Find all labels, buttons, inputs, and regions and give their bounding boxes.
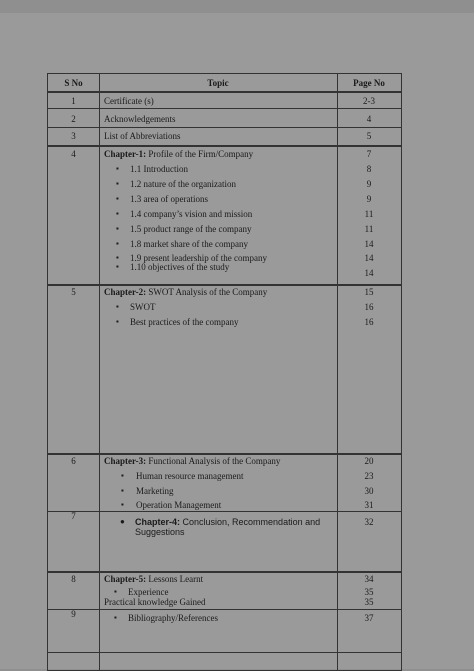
header-topic: Topic [207, 78, 229, 88]
row-sno: 3 [71, 131, 76, 141]
row-sno: 2 [71, 114, 76, 124]
row-page: 5 [366, 131, 372, 141]
list-item-page: 23 [364, 471, 374, 481]
list-item: 1.2 nature of the organization [130, 179, 237, 189]
row-sno: 8 [71, 574, 76, 584]
list-item: Marketing [136, 486, 174, 496]
chapter-name: Profile of the Firm/Company [146, 149, 254, 159]
row-title: Acknowledgements [104, 114, 176, 124]
list-item-page: 30 [364, 486, 374, 496]
row-divider [48, 652, 401, 653]
list-item-page: 31 [364, 500, 374, 510]
row-sno: 5 [71, 287, 76, 297]
list-item: 1.5 product range of the company [130, 224, 252, 234]
bullet-icon: ▪ [114, 613, 117, 622]
list-item-page: 9 [366, 179, 372, 189]
list-item-page: 16 [364, 302, 374, 312]
bullet-icon: ▪ [116, 239, 119, 248]
row-title: Certificate (s) [104, 96, 154, 106]
row-divider [48, 511, 401, 512]
row-divider [48, 127, 401, 128]
document-page [0, 13, 474, 669]
bullet-icon: ▪ [116, 302, 119, 311]
row-sno: 7 [71, 511, 76, 521]
row-page: 7 [366, 149, 372, 159]
row-page: 4 [366, 114, 372, 124]
bullet-icon: ▪ [121, 471, 124, 480]
list-item: 1.4 company’s vision and mission [130, 209, 253, 219]
chapter-name: SWOT Analysis of the Company [146, 287, 268, 297]
chapter-name: Lessons Learnt [146, 574, 204, 584]
list-item: Operation Management [136, 500, 222, 510]
chapter-name: Functional Analysis of the Company [146, 456, 281, 466]
chapter-label: Chapter-5: [104, 574, 147, 584]
row-page: 15 [364, 287, 374, 297]
header-page: Page No [353, 78, 385, 88]
list-item: Practical knowledge Gained [104, 597, 206, 607]
chapter-title [135, 517, 331, 537]
chapter-label: Chapter-2: [104, 287, 147, 297]
bullet-icon: ▪ [116, 179, 119, 188]
list-item-page: 35 [364, 597, 374, 607]
row-sno: 6 [71, 456, 76, 466]
bullet-icon: ▪ [116, 209, 119, 218]
list-item-page: 14 [364, 268, 374, 278]
bullet-icon: ▪ [116, 262, 119, 271]
chapter-title [104, 287, 267, 297]
row-divider [48, 454, 401, 455]
row-page: 37 [364, 613, 374, 623]
row-sno: 1 [71, 96, 76, 106]
bullet-icon: ▪ [116, 194, 119, 203]
row-title: List of Abbreviations [104, 131, 181, 141]
chapter-title [104, 456, 280, 466]
list-item-page: 14 [364, 239, 374, 249]
list-item: 1.3 area of operations [130, 194, 208, 204]
list-item: 1.8 market share of the company [130, 239, 248, 249]
list-item-page: 35 [364, 587, 374, 597]
column-divider [99, 74, 100, 670]
list-item: Best practices of the company [130, 317, 239, 327]
bullet-icon: ● [120, 517, 125, 526]
row-divider [48, 572, 401, 573]
list-item: 1.9 present leadership of the company [130, 253, 267, 263]
row-page: 20 [364, 456, 374, 466]
list-item-page: 16 [364, 317, 374, 327]
list-item-page: 14 [364, 253, 374, 263]
bullet-icon: ▪ [116, 317, 119, 326]
list-item: SWOT [130, 302, 156, 312]
list-item-page: 8 [366, 164, 372, 174]
list-item: Human resource management [136, 471, 244, 481]
chapter-label: Chapter-4: [135, 517, 181, 527]
bullet-icon: ▪ [114, 587, 117, 596]
header-sno: S No [64, 78, 83, 88]
chapter-title [104, 149, 253, 159]
row-page: 32 [364, 517, 374, 527]
row-divider [48, 285, 401, 286]
row-divider [48, 146, 401, 147]
row-divider [48, 609, 401, 610]
list-item-page: 11 [364, 224, 374, 234]
list-item: 1.1 Introduction [130, 164, 188, 174]
table-of-contents [47, 73, 402, 671]
list-item: 1.10 objectives of the study [130, 262, 230, 272]
list-item-page: 11 [364, 209, 374, 219]
row-sno: 9 [71, 609, 76, 619]
bullet-icon: ▪ [121, 486, 124, 495]
row-page: 2-3 [363, 96, 375, 106]
chapter-label: Chapter-3: [104, 456, 147, 466]
row-title: Bibliography/References [128, 613, 218, 623]
row-page: 34 [364, 574, 374, 584]
row-divider [48, 108, 401, 109]
chapter-label: Chapter-1: [104, 149, 147, 159]
row-divider [48, 92, 401, 93]
bullet-icon: ▪ [116, 253, 119, 262]
chapter-title [104, 574, 203, 584]
bullet-icon: ▪ [116, 224, 119, 233]
row-sno: 4 [71, 149, 76, 159]
bullet-icon: ▪ [116, 164, 119, 173]
list-item-page: 9 [366, 194, 372, 204]
bullet-icon: ▪ [121, 500, 124, 509]
list-item: Experience [128, 587, 169, 597]
chapter-name: Conclusion, Recommendation and Suggestions [135, 517, 321, 537]
